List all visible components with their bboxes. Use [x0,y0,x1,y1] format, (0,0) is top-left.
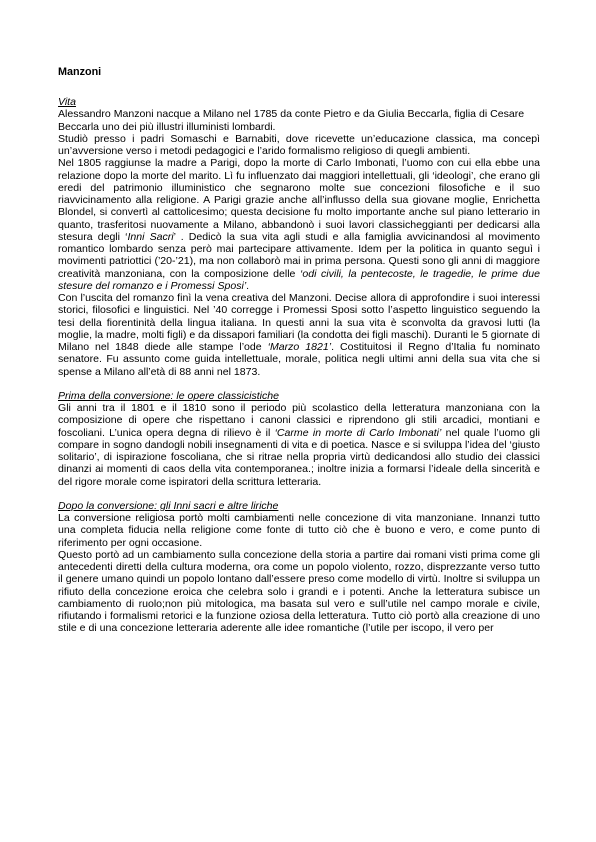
text-run: Gli anni tra il 1801 e il 1810 sono il periodo più scolastico della letteratura manzoniana con la composizione di opere che rispettano i canoni classici e riprendono gli stili arcadici, montiani e foscoliani. L’unica opera degna di rilievo è il [58,402,540,439]
text-run: Con l’uscita del romanzo finì la vena creativa del Manzoni. Decise allora di approfondire i suoi interessi storici, filosofici e linguistici. Nel ’40 corregge i Promessi Sposi sotto l’aspetto linguistico seguendo la tesi della fiorentinità della lingua italiana. In questi anni la sua vita è sconvolta da gravosi lutti (la moglie, la madre, molti figli) e da dissapori familiari (la condotta dei figli maschi). Duranti le 5 giornate di Milano nel 1848 diede alle stampe l’ode [58,292,540,353]
italic-text: ‘Carme in morte di Carlo Imbonati’ [274,426,442,439]
text-run: . Costituitosi il Regno d’Italia fu nominato senatore. Fu assunto come guida intellettuale, morale, politica negli ultimi anni della sua vita che si spense a Milano all’età di 88 anni nel 1873. [58,341,541,378]
section-dopo [58,500,540,635]
paragraph: Alessandro Manzoni nacque a Milano nel 1785 da conte Pietro e da Giulia Beccarla, figlia di Cesare Beccarla uno dei più illustri illuministi lombardi. [58,108,525,133]
section-vita [58,96,540,378]
paragraph [58,292,540,378]
italic-text: ‘odi civili, la pentecoste, le tragedie, le prime due stesure del romanzo e i Promessi Sposi’ [58,267,540,292]
section-heading-vita: Vita [58,96,76,108]
text-run: Nel 1805 raggiunse la madre a Parigi, dopo la morte di Carlo Imbonati, l’uomo con cui ella ebbe una relazione dopo la morte del marito. Lì fu influenzato dai maggiori intellettuali, gli ‘ideologi’, che erano gli eredi del patrimonio illuministico che segnarono molte sue concezioni filosofiche e il suo riavvicinamento alla religione. A Parigi grazie anche all’influsso della sua giovane moglie, Enrichetta Blondel, si convertì al cattolicesimo; questa decisione fu molto importante anche sul piano letterario in quanto, trasferitosi nuovamente a Milano, abbandonò i suoi lavori classicheggianti per dedicarsi alla stesura degli ‘ [58,157,540,243]
paragraph [58,157,540,292]
paragraph [58,402,540,488]
italic-text: ‘Marzo 1821’ [267,341,332,353]
paragraph: Studiò presso i padri Somaschi e Barnabiti, dove ricevette un’educazione classica, ma concepì un’avversione verso i metodi pedagogici e l’arido formalismo religioso di quegli ambienti. [58,132,540,157]
section-heading-dopo: Dopo la conversione: gli Inni sacri e altre liriche [58,499,279,512]
italic-text: Inni Sacri [127,230,174,243]
text-run: nel quale l’uomo gli compare in sogno dandogli nobili insegnamenti di vita e di poetica. Nasce e si sviluppa l’idea del ‘giusto solitario’, di ispirazione foscoliana, che si ritrae nella propria virtù dedicandosi allo studio dei classici dinanzi ai momenti di caos della vita contemporanea.; inoltre inizia a formarsi l’ideale della sincerità e del rigore morale come ispiratori della scrittura letteraria. [58,426,540,488]
section-prima [58,390,540,488]
document-title: Manzoni [58,66,102,78]
paragraph: Questo portò ad un cambiamento sulla concezione della storia a partire dai romani visti prima come gli antecedenti diretti della cultura moderna, ora come un popolo violento, rozzo, disprezzante verso tutto il genere umano quindi un popolo lontano dall’essere preso come modello di virtù. Inoltre si sviluppa un rifiuto della concezione eroica che celebra solo i grandi e i potenti. Anche la letteratura subisce un cambiamento di ruolo;non più mitologica, ma basata sul vero e sull’utile nel campo morale e civile, rifiutando i formalismi retorici e la funzione oziosa della letteratura. Tutto ciò portò alla creazione di uno stile e di una concezione letteraria aderente alle idee romantiche (l’utile per iscopo, il vero per [58,548,540,635]
section-heading-prima: Prima della conversione: le opere classicistiche [58,389,280,402]
text-run: ’ . Dedicò la sua vita agli studi e alla famiglia avvicinandosi al movimento romantico lombardo senza però mai partecipare attivamente. Idem per la politica in quanto seguì i movimenti patriottici (’20-’21), ma non collaborò mai in prima persona. Questi sono gli anni di maggiore creatività manzoniana, con la composizione delle [58,230,541,280]
text-run: . [246,279,250,292]
paragraph: La conversione religiosa portò molti cambiamenti nelle concezione di vita manzoniane. Innanzi tutto una completa fiducia nella religione come fonte di tutto ciò che è buono e vero, e come punto di riferimento per ogni occasione. [58,512,540,549]
